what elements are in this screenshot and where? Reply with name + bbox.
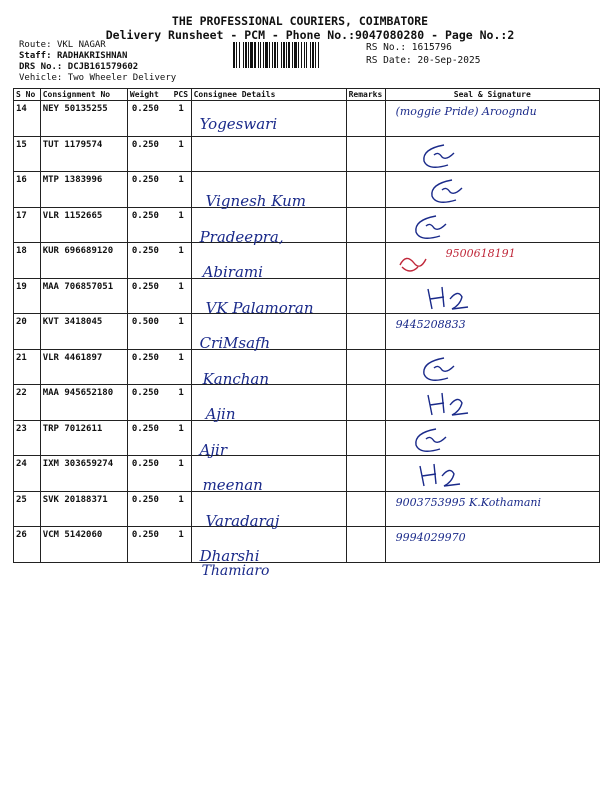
- pcs-cell: 1: [172, 101, 191, 137]
- weight-cell: 0.250: [127, 385, 171, 421]
- rs-date-value: 20-Sep-2025: [417, 55, 481, 66]
- handwritten-name: Vignesh Kum: [205, 192, 306, 210]
- vehicle-line: Vehicle: Two Wheeler Delivery: [19, 73, 177, 83]
- consignee-cell: [191, 491, 346, 530]
- seal-signature-cell: [385, 491, 599, 527]
- col-weight: Weight: [127, 89, 171, 101]
- handwritten-seal-text: 9500618191: [445, 247, 516, 260]
- weight-cell: 0.250: [127, 172, 171, 208]
- remarks-cell: [346, 172, 385, 208]
- pcs-cell: 1: [172, 172, 191, 208]
- weight-cell: 0.250: [127, 136, 171, 172]
- table-row: [14, 207, 600, 243]
- pcs-cell: 1: [172, 136, 191, 172]
- table-header-row: [14, 89, 600, 101]
- consignment-cell: TUT 1179574: [40, 136, 127, 172]
- handwritten-name: VK Palamoran: [205, 298, 314, 317]
- company-title: THE PROFESSIONAL COURIERS, COIMBATORE: [171, 14, 429, 28]
- handwritten-name: Yogeswari: [199, 115, 278, 133]
- sno-cell: 26: [14, 527, 41, 563]
- remarks-cell: [346, 491, 385, 527]
- seal-signature-cell: [385, 101, 599, 137]
- seal-signature-cell: [385, 456, 599, 492]
- pcs-cell: 1: [172, 349, 191, 385]
- consignment-cell: VLR 4461897: [40, 349, 127, 385]
- rs-no-line: RS No.: 1615796: [366, 42, 452, 53]
- seal-signature-cell: [385, 278, 599, 314]
- weight-cell: 0.500: [127, 314, 171, 350]
- weight-cell: 0.250: [127, 349, 171, 385]
- seal-signature-cell: [385, 207, 599, 243]
- runsheet-table: [13, 88, 600, 579]
- sno-cell: 20: [14, 314, 41, 350]
- weight-cell: 0.250: [127, 207, 171, 243]
- signature-scribble: [414, 458, 474, 492]
- pcs-cell: 1: [172, 527, 191, 563]
- table-row: [14, 349, 600, 385]
- sno-cell: 16: [14, 172, 41, 208]
- vehicle-value: Two Wheeler Delivery: [67, 73, 177, 83]
- table-row: [14, 491, 600, 527]
- table-row: [14, 243, 600, 279]
- consignee-cell: [191, 136, 346, 172]
- consignee-cell: [191, 456, 346, 492]
- consignee-cell: [191, 385, 346, 421]
- remarks-cell: [346, 349, 385, 385]
- table-row: [14, 456, 600, 492]
- pcs-cell: 1: [172, 491, 191, 527]
- table-row: [14, 136, 600, 172]
- pcs-cell: 1: [172, 314, 191, 350]
- sno-cell: 24: [14, 456, 41, 492]
- handwritten-name: Kanchan: [202, 369, 270, 388]
- signature-scribble: [422, 387, 482, 421]
- handwritten-name: Abirami: [202, 263, 263, 281]
- sno-cell: 17: [14, 207, 41, 243]
- seal-signature-cell: [385, 314, 599, 350]
- pcs-cell: 1: [172, 243, 191, 279]
- remarks-cell: [346, 385, 385, 421]
- handwritten-seal-text: 9445208833: [395, 318, 466, 331]
- signature-scribble: [414, 352, 474, 386]
- table-row: [14, 101, 600, 137]
- pcs-cell: 1: [172, 385, 191, 421]
- weight-cell: 0.250: [127, 527, 171, 563]
- remarks-cell: [346, 101, 385, 137]
- table-row: [14, 527, 600, 563]
- runsheet-title: Delivery Runsheet - PCM - Phone No.:9047080280 - Page No.:2: [105, 28, 515, 42]
- handwritten-footer-name: Thamiaro: [201, 563, 270, 579]
- signature-scribble: [422, 174, 482, 208]
- table-row: [14, 172, 600, 208]
- sno-cell: 18: [14, 243, 41, 279]
- remarks-cell: [346, 243, 385, 279]
- consignee-cell: [191, 314, 346, 350]
- barcode: [233, 42, 361, 68]
- handwritten-name: Ajin: [205, 405, 236, 423]
- rs-info: [366, 41, 480, 67]
- table-row: [14, 278, 600, 314]
- signature-scribble: [414, 139, 474, 173]
- handwritten-seal-text: 9003753995 K.Kothamani: [395, 495, 541, 509]
- remarks-cell: [346, 136, 385, 172]
- consignment-cell: VLR 1152665: [40, 207, 127, 243]
- remarks-cell: [346, 456, 385, 492]
- col-consignment: Consignment No: [40, 89, 127, 101]
- sno-cell: 19: [14, 278, 41, 314]
- consignment-cell: VCM 5142060: [40, 527, 127, 563]
- drs-value: DCJB161579602: [67, 62, 139, 72]
- seal-signature-cell: [385, 420, 599, 456]
- table-row: [14, 314, 600, 350]
- pcs-cell: 1: [172, 456, 191, 492]
- remarks-cell: [346, 314, 385, 350]
- sno-cell: 23: [14, 420, 41, 456]
- handwritten-name: meenan: [202, 476, 263, 494]
- consignee-cell: [191, 172, 346, 208]
- table-row: [14, 385, 600, 421]
- col-seal: Seal & Signature: [385, 89, 599, 101]
- sno-cell: 21: [14, 349, 41, 385]
- seal-signature-cell: [385, 243, 599, 279]
- handwritten-name: Varadaraj: [205, 511, 280, 530]
- signature-scribble: [396, 245, 456, 279]
- seal-signature-cell: [385, 136, 599, 172]
- route-line: Route: VKL NAGAR: [19, 40, 106, 50]
- pcs-cell: 1: [172, 278, 191, 314]
- sno-cell: 22: [14, 385, 41, 421]
- handwritten-seal-text: (moggie Pride) Aroogndu: [395, 105, 537, 118]
- consignee-cell: [191, 278, 346, 317]
- rs-date-line: RS Date: 20-Sep-2025: [366, 55, 481, 66]
- remarks-cell: [346, 527, 385, 563]
- seal-signature-cell: [385, 172, 599, 208]
- remarks-cell: [346, 278, 385, 314]
- consignment-cell: KVT 3418045: [40, 314, 127, 350]
- col-consignee: Consignee Details: [191, 89, 346, 101]
- weight-cell: 0.250: [127, 243, 171, 279]
- handwritten-name: CriMsafh: [199, 334, 271, 352]
- consignee-cell: [191, 527, 346, 579]
- consignment-cell: MAA 945652180: [40, 385, 127, 421]
- remarks-cell: [346, 207, 385, 243]
- consignee-cell: [191, 420, 346, 459]
- consignee-cell: [191, 243, 346, 279]
- consignee-cell: [191, 101, 346, 137]
- handwritten-name: Ajir: [199, 440, 228, 459]
- handwritten-seal-text: 9994029970: [395, 531, 466, 544]
- consignment-cell: TRP 7012611: [40, 420, 127, 456]
- route-value: VKL NAGAR: [56, 40, 106, 50]
- col-pcs: PCS: [172, 89, 191, 101]
- weight-cell: 0.250: [127, 420, 171, 456]
- signature-scribble: [406, 423, 466, 457]
- consignment-cell: MAA 706857051: [40, 278, 127, 314]
- seal-signature-cell: [385, 349, 599, 385]
- seal-signature-cell: [385, 385, 599, 421]
- seal-signature-cell: [385, 527, 599, 563]
- consignee-cell: [191, 207, 346, 246]
- weight-cell: 0.250: [127, 491, 171, 527]
- table-row: [14, 420, 600, 456]
- signature-scribble: [406, 210, 466, 244]
- pcs-cell: 1: [172, 420, 191, 456]
- weight-cell: 0.250: [127, 278, 171, 314]
- signature-scribble: [422, 281, 482, 315]
- consignment-cell: MTP 1383996: [40, 172, 127, 208]
- pcs-cell: 1: [172, 207, 191, 243]
- handwritten-name: Pradeepra,: [199, 227, 284, 246]
- weight-cell: 0.250: [127, 101, 171, 137]
- weight-cell: 0.250: [127, 456, 171, 492]
- sno-cell: 25: [14, 491, 41, 527]
- barcode-bar: [319, 42, 320, 68]
- sno-cell: 14: [14, 101, 41, 137]
- handwritten-name: Dharshi: [199, 547, 260, 565]
- consignment-cell: KUR 696689120: [40, 243, 127, 279]
- staff-value: RADHAKRISHNAN: [56, 51, 128, 61]
- consignee-cell: [191, 349, 346, 388]
- rs-no-value: 1615796: [411, 42, 452, 53]
- consignment-cell: NEY 50135255: [40, 101, 127, 137]
- consignment-cell: SVK 20188371: [40, 491, 127, 527]
- col-sno: S No: [14, 89, 41, 101]
- staff-line: Staff: RADHAKRISHNAN: [19, 51, 128, 61]
- remarks-cell: [346, 420, 385, 456]
- consignment-cell: IXM 303659274: [40, 456, 127, 492]
- col-remarks: Remarks: [346, 89, 385, 101]
- sno-cell: 15: [14, 136, 41, 172]
- drs-line: DRS No.: DCJB161579602: [19, 62, 139, 72]
